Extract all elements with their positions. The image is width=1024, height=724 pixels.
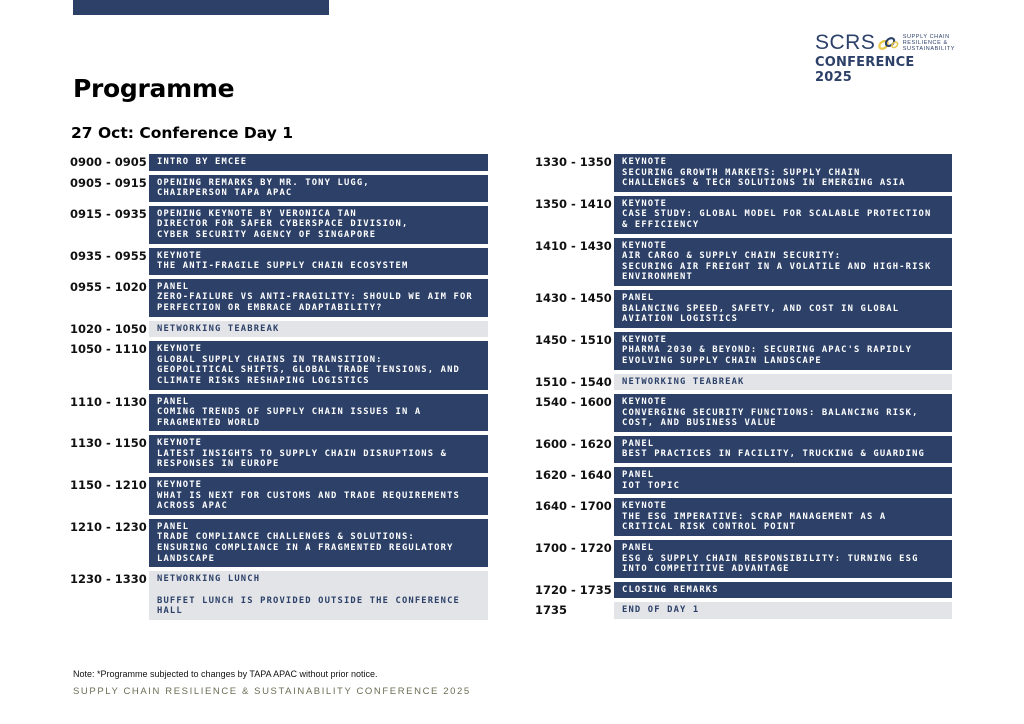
logo-conference-text: CONFERENCE 2025 [815,55,915,85]
schedule-row [535,582,952,599]
session-type: KEYNOTE [622,240,668,251]
session-text: GEOPOLITICAL SHIFTS, GLOBAL TRADE TENSIONS, AND [157,365,460,376]
session-type: PANEL [157,396,190,407]
session-block [614,154,952,192]
session-block [149,477,488,515]
session-time: 1700 - 1720 [535,541,612,556]
session-type: NETWORKING TEABREAK [622,376,745,387]
session-text: THE ANTI-FRAGILE SUPPLY CHAIN ECOSYSTEM [157,261,409,272]
schedule-row [70,571,488,620]
session-block [149,279,488,317]
page-title: Programme [73,74,235,103]
session-time: 1020 - 1050 [70,321,147,336]
session-type: NETWORKING LUNCH [157,574,261,585]
session-type: KEYNOTE [622,501,668,512]
session-text: CLIMATE RISKS RESHAPING LOGISTICS [157,375,370,386]
session-text: CONVERGING SECURITY FUNCTIONS: BALANCING RISK, [622,407,919,418]
break-block [149,571,488,620]
break-block [614,602,952,619]
session-block [614,290,952,328]
session-block [614,332,952,370]
logo-tagline [903,34,955,52]
schedule-row [535,436,952,463]
session-time: 1450 - 1510 [535,332,612,347]
session-time: 1640 - 1700 [535,499,612,514]
session-type: OPENING KEYNOTE BY VERONICA TAN [157,208,357,219]
session-text: & EFFICIENCY [622,219,700,230]
session-text: INTO COMPETITIVE ADVANTAGE [622,564,790,575]
session-block [149,154,488,171]
session-block [614,238,952,286]
schedule-row [535,238,952,286]
schedule-row [535,394,952,432]
session-time: 0905 - 0915 [70,175,147,190]
session-type: KEYNOTE [157,344,203,355]
session-block [149,394,488,432]
session-block [614,436,952,463]
logo-letters: SCRS [815,31,876,54]
schedule-row [70,154,488,171]
schedule-row [535,374,952,391]
conference-logo [815,31,955,85]
session-block [149,248,488,275]
session-time: 1210 - 1230 [70,519,147,534]
session-time: 1330 - 1350 [535,155,612,169]
session-time: 1410 - 1430 [535,238,612,253]
session-text: WHAT IS NEXT FOR CUSTOMS AND TRADE REQUIREMENTS [157,490,460,501]
session-block [614,196,952,234]
session-time: 1510 - 1540 [535,374,612,389]
session-type: KEYNOTE [157,438,203,449]
session-time: 1735 [535,603,568,618]
session-text: ENSURING COMPLIANCE IN A FRAGMENTED REGULATORY [157,543,454,554]
session-time: 1430 - 1450 [535,290,612,305]
session-text [157,585,481,596]
session-text: FRAGMENTED WORLD [157,417,261,428]
session-time: 1620 - 1640 [535,468,612,483]
session-text: THE ESG IMPERATIVE: SCRAP MANAGEMENT AS A [622,511,887,522]
schedule-row [535,602,952,619]
session-type: KEYNOTE [157,480,203,491]
session-block [149,206,488,244]
session-block [149,519,488,567]
session-block [149,341,488,389]
session-text: BEST PRACTICES IN FACILITY, TRUCKING & GUARDING [622,449,925,460]
session-text: IOT TOPIC [622,480,681,491]
schedule-row [70,321,488,338]
session-type: INTRO BY EMCEE [157,157,248,167]
header-accent-bar [73,0,329,15]
session-type: OPENING REMARKS BY MR. TONY LUGG, [157,177,370,188]
schedule-row [535,467,952,494]
session-text: LANDSCAPE [157,553,216,564]
session-text: ENVIRONMENT [622,272,693,283]
schedule-row [70,435,488,473]
session-time: 1130 - 1150 [70,436,147,451]
disclaimer-note: Note: *Programme subjected to changes by TAPA APAC without prior notice. [73,669,378,679]
session-block [614,582,952,599]
session-block [614,467,952,494]
session-text: LATEST INSIGHTS TO SUPPLY CHAIN DISRUPTIONS & [157,448,448,459]
session-block [614,540,952,578]
schedule-row [70,279,488,317]
session-text: HALL [157,606,183,617]
session-time: 1720 - 1735 [535,582,612,597]
session-type: KEYNOTE [157,250,203,261]
logo-tagline-line: SUSTAINABILITY [902,46,955,52]
session-time: 1050 - 1110 [70,342,147,357]
session-type: KEYNOTE [622,397,668,408]
session-time: 1540 - 1600 [535,395,612,410]
session-text: ACROSS APAC [157,501,228,512]
schedule-row [70,394,488,432]
session-text: ESG & SUPPLY CHAIN RESPONSIBILITY: TURNING ESG [622,553,919,564]
session-time: 0955 - 1020 [70,279,147,294]
logo-tagline-line: SUPPLY CHAIN [902,34,950,40]
session-text: AIR CARGO & SUPPLY CHAIN SECURITY: [622,251,842,262]
session-time: 0915 - 0935 [70,206,147,221]
break-block [614,374,952,391]
session-text: RESPONSES IN EUROPE [157,459,280,470]
session-type: END OF DAY 1 [622,605,700,616]
session-text: BALANCING SPEED, SAFETY, AND COST IN GLOBAL [622,303,900,314]
session-text: CYBER SECURITY AGENCY OF SINGAPORE [157,229,377,240]
session-text: CHALLENGES & TECH SOLUTIONS IN EMERGING ASIA [622,178,906,189]
session-type: PANEL [622,470,655,481]
session-text: PHARMA 2030 & BEYOND: SECURING APAC'S RAPIDLY [622,345,913,356]
logo-tagline-line: RESILIENCE & [902,40,948,46]
break-block [149,321,488,338]
session-block [614,394,952,432]
page-footer: SUPPLY CHAIN RESILIENCE & SUSTAINABILITY CONFERENCE 2025 [73,686,471,697]
schedule-row [70,248,488,275]
schedule-row [70,477,488,515]
session-block [149,435,488,473]
session-type: KEYNOTE [622,334,668,345]
session-text: DIRECTOR FOR SAFER CYBERSPACE DIVISION, [157,219,409,230]
session-type: KEYNOTE [622,157,668,167]
session-text: TRADE COMPLIANCE CHALLENGES & SOLUTIONS: [157,532,415,543]
session-text: SECURING GROWTH MARKETS: SUPPLY CHAIN [622,167,861,178]
schedule-row [535,196,952,234]
session-time: 1150 - 1210 [70,478,147,493]
session-text: COST, AND BUSINESS VALUE [622,418,777,429]
schedule-row [535,498,952,536]
schedule-row [70,175,488,202]
session-time: 1600 - 1620 [535,436,612,451]
session-time: 0900 - 0905 [70,155,147,169]
schedule-row [70,206,488,244]
session-time: 1350 - 1410 [535,196,612,211]
session-type: PANEL [157,281,190,292]
session-text: CRITICAL RISK CONTROL POINT [622,522,797,533]
session-text: SECURING AIR FREIGHT IN A VOLATILE AND HIGH-RISK [622,261,932,272]
schedule-column-right [535,154,952,623]
session-type: PANEL [622,292,655,303]
session-text: ZERO-FAILURE VS ANTI-FRAGILITY: SHOULD WE AIM FOR [157,292,473,303]
session-text: PERFECTION OR EMBRACE ADAPTABILITY? [157,302,383,313]
session-text: BUFFET LUNCH IS PROVIDED OUTSIDE THE CONFERENCE [157,595,460,606]
schedule-row [535,540,952,578]
session-text: AVIATION LOGISTICS [622,314,739,325]
session-text: CASE STUDY: GLOBAL MODEL FOR SCALABLE PROTECTION [622,209,932,220]
schedule-row [535,290,952,328]
session-text: GLOBAL SUPPLY CHAINS IN TRANSITION: [157,354,383,365]
session-block [149,175,488,202]
session-type: KEYNOTE [622,198,668,209]
session-block [614,498,952,536]
session-type: NETWORKING TEABREAK [157,323,280,334]
chain-link-icon [877,33,899,53]
session-text: CHAIRPERSON TAPA APAC [157,188,293,199]
session-type: CLOSING REMARKS [622,584,719,595]
session-text: EVOLVING SUPPLY CHAIN LANDSCAPE [622,355,822,366]
session-time: 0935 - 0955 [70,248,147,263]
day-title: 27 Oct: Conference Day 1 [71,124,294,142]
session-type: PANEL [622,438,655,449]
schedule-column-left [70,154,488,624]
schedule-row [535,154,952,192]
session-type: PANEL [157,521,190,532]
schedule-row [535,332,952,370]
session-time: 1230 - 1330 [70,572,147,587]
session-time: 1110 - 1130 [70,394,147,409]
schedule-row [70,519,488,567]
session-type: PANEL [622,543,655,554]
schedule-row [70,341,488,389]
session-text: COMING TRENDS OF SUPPLY CHAIN ISSUES IN A [157,407,422,418]
